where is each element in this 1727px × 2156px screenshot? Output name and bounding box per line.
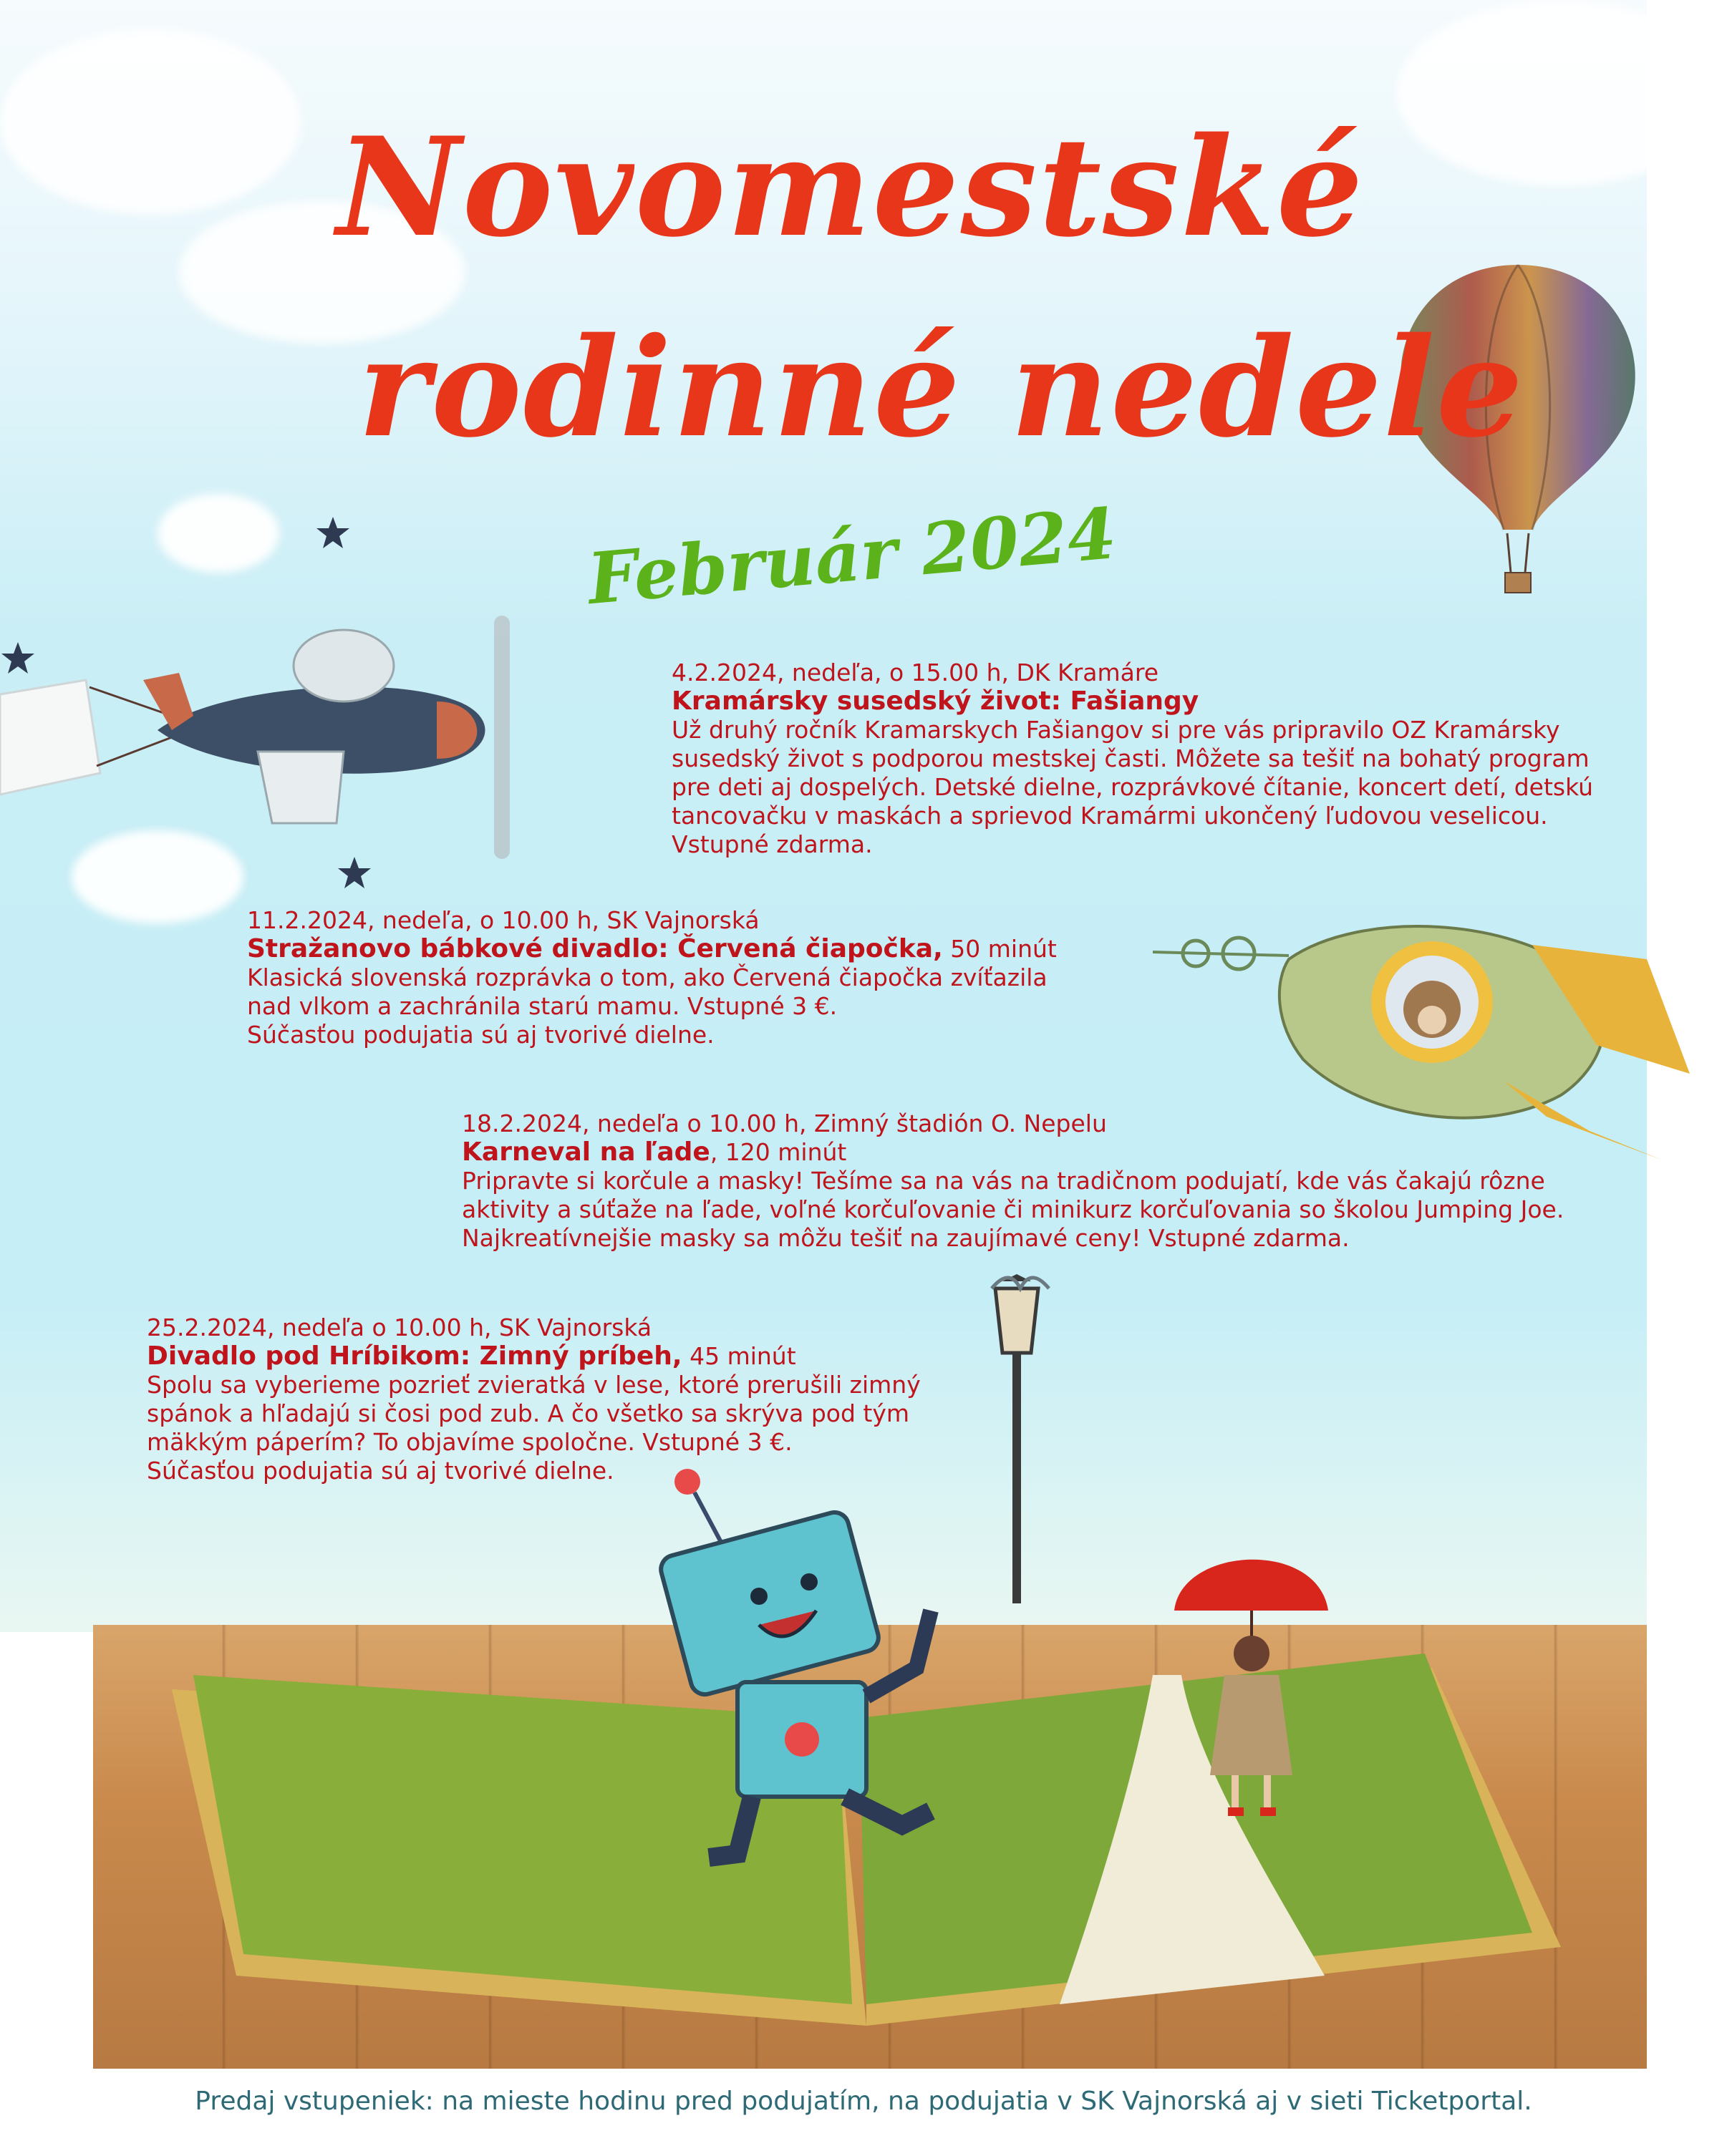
- event-description-line: Už druhý ročník Kramarskych Fašiangov si pre vás pripravilo OZ Kramársky: [672, 716, 1560, 744]
- event-description-line: susedský život s podporou mestskej časti. Môžete sa tešiť na bohatý program: [672, 744, 1590, 772]
- cloud: [72, 830, 243, 923]
- event-description-line: mäkkým páperím? To objavíme spoločne. Vstupné 3 €.: [147, 1428, 793, 1456]
- event-description-line: pre deti aj dospelých. Detské dielne, rozprávkové čítanie, koncert detí, detskú: [672, 773, 1594, 801]
- event-description-line: Súčasťou podujatia sú aj tvorivé dielne.: [147, 1457, 614, 1485]
- girl-with-red-umbrella: [1167, 1532, 1332, 1832]
- event-description-line: Pripravte si korčule a masky! Tešíme sa na vás na tradičnom podujatí, kde vás čakajú rôzne: [462, 1167, 1545, 1195]
- event-title: Kramársky susedský život: Fašiangy: [672, 686, 1199, 716]
- event-title: Karneval na ľade: [462, 1137, 710, 1167]
- page-title-line-2: rodinné nedele: [358, 308, 1524, 467]
- event-duration: , 120 minút: [710, 1138, 847, 1166]
- event-meta: 4.2.2024, nedeľa, o 15.00 h, DK Kramáre: [672, 659, 1158, 686]
- page-subtitle-month: Február 2024: [584, 492, 1120, 621]
- event-block: [247, 906, 1178, 1049]
- event-meta: 11.2.2024, nedeľa, o 10.00 h, SK Vajnorská: [247, 906, 760, 934]
- event-description-line: aktivity a súťaže na ľade, voľné korčuľovanie či minikurz korčuľovania so školou Jumping Joe.: [462, 1195, 1564, 1223]
- event-duration: 45 minút: [682, 1342, 796, 1370]
- cloud: [1396, 0, 1726, 186]
- event-description-line: Spolu sa vyberieme pozrieť zvieratká v lese, ktoré prerušili zimný: [147, 1371, 921, 1399]
- airplane-with-banner: [0, 587, 558, 888]
- ticket-sales-footer: Predaj vstupeniek: na mieste hodinu pred podujatím, na podujatia v SK Vajnorská aj v sieti Ticketportal.: [195, 2087, 1532, 2116]
- cloud: [0, 29, 301, 215]
- star-icon: [337, 855, 372, 891]
- seagull: [988, 1260, 1053, 1310]
- event-description-line: spánok a hľadajú si čosi pod zub. A čo všetko sa skrýva pod tým: [147, 1399, 910, 1427]
- event-block: [672, 659, 1602, 859]
- page-title-line-1: Novomestské: [337, 107, 1365, 267]
- event-meta: 25.2.2024, nedeľa o 10.00 h, SK Vajnorská: [147, 1313, 652, 1341]
- event-duration: 50 minút: [942, 935, 1057, 963]
- event-description-line: tancovačku v maskách a sprievod Kramármi ukončený ľudovou veselicou.: [672, 802, 1548, 830]
- cloud: [158, 494, 279, 573]
- event-description-line: Súčasťou podujatia sú aj tvorivé dielne.: [247, 1021, 715, 1049]
- event-block: [147, 1313, 1149, 1485]
- event-title: Stražanovo bábkové divadlo: Červená čiapočka,: [247, 934, 943, 963]
- event-block: [462, 1109, 1607, 1253]
- event-description-line: nad vlkom a zachránila starú mamu. Vstupné 3 €.: [247, 992, 838, 1020]
- event-meta: 18.2.2024, nedeľa o 10.00 h, Zimný štadión O. Nepelu: [462, 1109, 1107, 1137]
- star-icon: [315, 515, 351, 551]
- event-description-line: Klasická slovenská rozprávka o tom, ako Červená čiapočka zvíťazila: [247, 963, 1048, 991]
- event-description-line: Najkreatívnejšie masky sa môžu tešiť na zaujímavé ceny! Vstupné zdarma.: [462, 1224, 1350, 1252]
- star-icon: [0, 641, 36, 676]
- event-title: Divadlo pod Hríbikom: Zimný príbeh,: [147, 1341, 682, 1371]
- robot: [630, 1467, 988, 1868]
- event-description-line: Vstupné zdarma.: [672, 830, 873, 858]
